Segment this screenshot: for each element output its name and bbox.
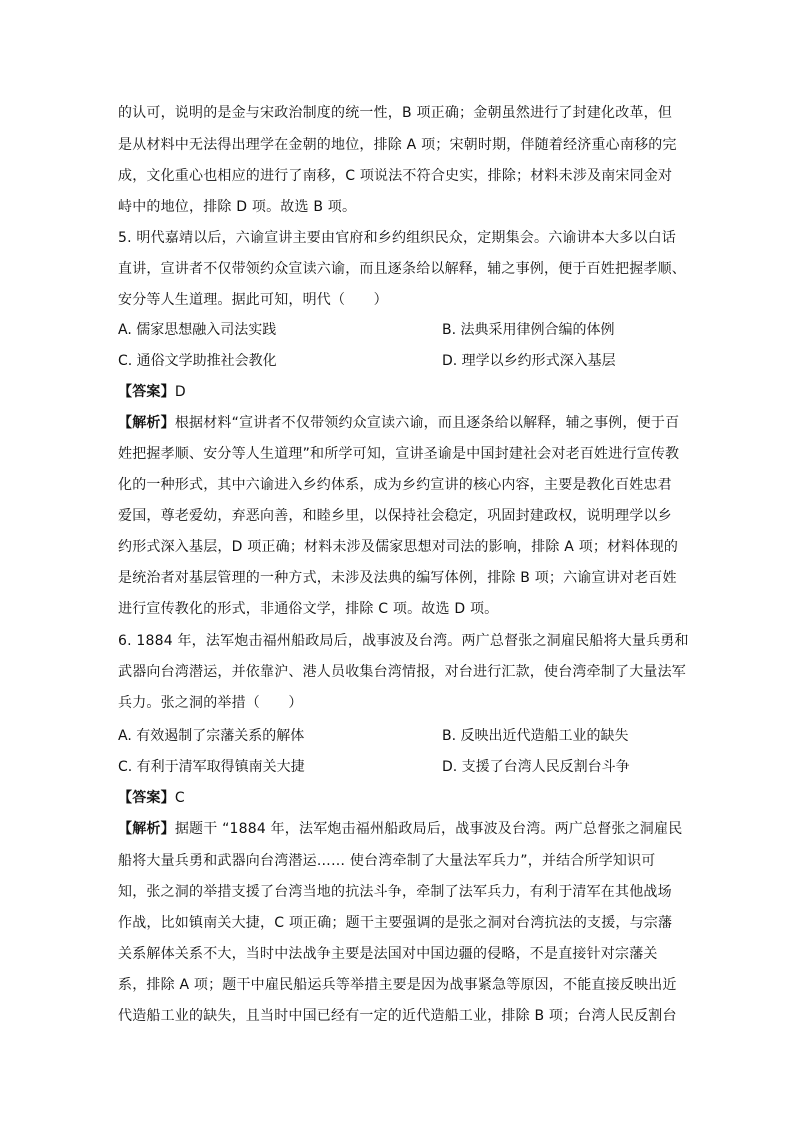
q6-analysis-line: 知，张之洞的举措支援了台湾当地的抗法斗争，牵制了法军兵力，有利于清军在其他战场 [118, 884, 672, 900]
q5-analysis-first [118, 414, 679, 432]
q6-analysis-line: 船将大量兵勇和武器向台湾潜运…… 使台湾牵制了大量法军兵力”，并结合所学知识可 [118, 853, 656, 869]
prev-analysis-line: 峙中的地位，排除 D 项。故选 B 项。 [118, 199, 357, 215]
q6-analysis-line: 关系解体关系不大，当时中法战争主要是法国对中国边疆的侵略，不是直接针对宗藩关 [118, 946, 658, 962]
q5-analysis-line: 是统治者对基层管理的一种方式，未涉及法典的编写体例，排除 B 项；六谕宣讲对老百姓 [118, 570, 677, 586]
q6-option-d: D. 支援了台湾人民反割台斗争 [442, 759, 630, 775]
q6-option-b: B. 反映出近代造船工业的缺失 [442, 728, 629, 744]
q6-option-a: A. 有效遏制了宗藩关系的解体 [118, 728, 305, 744]
q6-stem-line: 武器向台湾潜运，并依靠沪、港人员收集台湾情报，对台进行汇款，使台湾牵制了大量法军 [118, 664, 686, 680]
q6-analysis-line: 系，排除 A 项；题干中雇民船运兵等举措主要是因为战事紧急等原因，不能直接反映出近 [118, 977, 677, 993]
q6-answer-value: C [174, 790, 185, 806]
q5-analysis-line: 约形式深入基层，D 项正确；材料未涉及儒家思想对司法的影响，排除 A 项；材料体现的 [118, 539, 679, 555]
prev-analysis-line: 是从材料中无法得出理学在金朝的地位，排除 A 项；宋朝时期，伴随着经济重心南移的完 [118, 137, 677, 153]
q6-analysis-first [118, 820, 682, 838]
q5-option-d: D. 理学以乡约形式深入基层 [442, 353, 616, 369]
q6-stem-line: 兵力。张之洞的举措（ ） [118, 695, 303, 711]
q5-stem-line: 直讲，宣讲者不仅带领约众宣读六谕，而且逐条给以解释，辅之事例，便于百姓把握孝顺、 [118, 261, 686, 277]
q5-option-c: C. 通俗文学助推社会教化 [118, 353, 277, 369]
prev-analysis-line: 成，文化重心也相应的进行了南移，C 项说法不符合史实，排除；材料未涉及南宋同金对 [118, 168, 673, 184]
q6-stem-line: 6. 1884 年，法军炮击福州船政局后，战事波及台湾。两广总督张之洞雇民船将大量兵勇和 [118, 633, 689, 649]
prev-analysis-line: 的认可，说明的是金与宋政治制度的统一性，B 项正确；金朝虽然进行了封建化改革，但 [118, 105, 673, 121]
q5-analysis-line: 进行宣传教化的形式，非通俗文学，排除 C 项。故选 D 项。 [118, 601, 499, 617]
q6-answer [118, 789, 185, 807]
q5-option-a: A. 儒家思想融入司法实践 [118, 322, 277, 338]
q5-answer-value: D [174, 384, 186, 400]
q5-analysis-line: 爱国，尊老爱幼，弃恶向善，和睦乡里，以保持社会稳定，巩固封建政权，说明理学以乡 [118, 508, 672, 524]
q5-analysis-label: 【解析】 [118, 415, 175, 431]
q6-analysis-line: 据题干 “1884 年，法军炮击福州船政局后，战事波及台湾。两广总督张之洞雇民 [174, 821, 683, 837]
q5-stem-line: 安分等人生道理。据此可知，明代（ ） [118, 292, 388, 308]
q5-answer-label: 【答案】 [118, 384, 175, 400]
q5-analysis-line: 姓把握孝顺、安分等人生道理”和所学可知，宣讲圣谕是中国封建社会对老百姓进行宣传教 [118, 446, 680, 462]
q6-answer-label: 【答案】 [118, 790, 175, 806]
q6-analysis-line: 作战，比如镇南关大捷，C 项正确；题干主要强调的是张之洞对台湾抗法的支援，与宗藩 [118, 915, 673, 931]
q5-stem-line: 5. 明代嘉靖以后，六谕宣讲主要由官府和乡约组织民众，定期集会。六谕讲本大多以白话 [118, 230, 677, 246]
q6-analysis-label: 【解析】 [118, 821, 175, 837]
q5-answer [118, 383, 186, 401]
q5-option-b: B. 法典采用律例合编的体例 [442, 322, 615, 338]
q5-analysis-line: 根据材料“宣讲者不仅带领约众宣读六谕，而且逐条给以解释，辅之事例，便于百 [174, 415, 680, 431]
q6-option-c: C. 有利于清军取得镇南关大捷 [118, 759, 305, 775]
q5-analysis-line: 化的一种形式，其中六谕进入乡约体系，成为乡约宣讲的核心内容，主要是教化百姓忠君 [118, 477, 672, 493]
q6-analysis-line: 代造船工业的缺失，且当时中国已经有一定的近代造船工业，排除 B 项；台湾人民反割台 [118, 1008, 677, 1024]
